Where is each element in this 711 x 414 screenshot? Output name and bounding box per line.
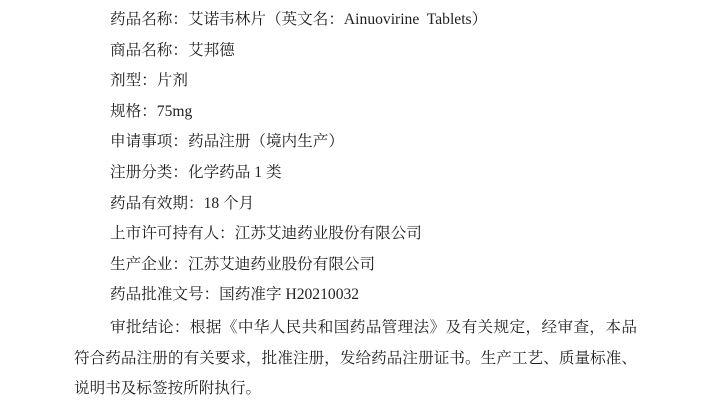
field-label: 注册分类：	[110, 163, 188, 181]
field-label: 剂型：	[110, 72, 157, 90]
field-row-trade-name	[74, 36, 637, 67]
field-row-drug-name	[74, 5, 637, 36]
field-value: 化学药品 1 类	[187, 163, 282, 181]
field-label: 审批结论：	[110, 318, 190, 336]
field-row-strength	[74, 97, 637, 128]
field-value: 艾邦德	[187, 41, 235, 59]
field-label: 商品名称：	[110, 41, 188, 59]
field-label: 生产企业：	[110, 255, 188, 273]
field-label: 药品有效期：	[110, 194, 204, 212]
field-value: 国药准字 H20210032	[219, 286, 360, 304]
field-value: 药品注册（境内生产）	[187, 133, 344, 151]
field-value: 片剂	[156, 72, 188, 90]
field-label: 规格：	[110, 102, 157, 120]
field-label: 药品批准文号：	[110, 286, 220, 304]
field-row-application-item	[74, 127, 637, 158]
field-label: 上市许可持有人：	[110, 225, 235, 243]
field-value: 江苏艾迪药业股份有限公司	[187, 255, 376, 273]
field-row-approval-number	[74, 280, 637, 311]
field-value: 江苏艾迪药业股份有限公司	[234, 225, 422, 243]
field-value: 18 个月	[203, 194, 255, 212]
field-row-registration-category	[74, 158, 637, 189]
field-row-manufacturer	[74, 250, 637, 281]
field-label: 药品名称：	[110, 11, 188, 28]
field-value: 75mg	[156, 102, 193, 120]
field-row-validity-period	[74, 189, 637, 220]
approval-conclusion-paragraph	[74, 313, 637, 405]
field-value: 艾诺韦林片（英文名：Ainuovirine Tablets）	[187, 11, 488, 28]
field-label: 申请事项：	[110, 133, 188, 151]
field-row-marketing-license-holder	[74, 219, 637, 250]
field-row-dosage-form	[74, 66, 637, 97]
conclusion-text: 根据《中华人民共和国药品管理法》及有关规定，经审查，本品符合药品注册的有关要求，批准注册，发给药品注册证书。生产工艺、质量标准、说明书及标签按所附执行。	[74, 318, 637, 398]
